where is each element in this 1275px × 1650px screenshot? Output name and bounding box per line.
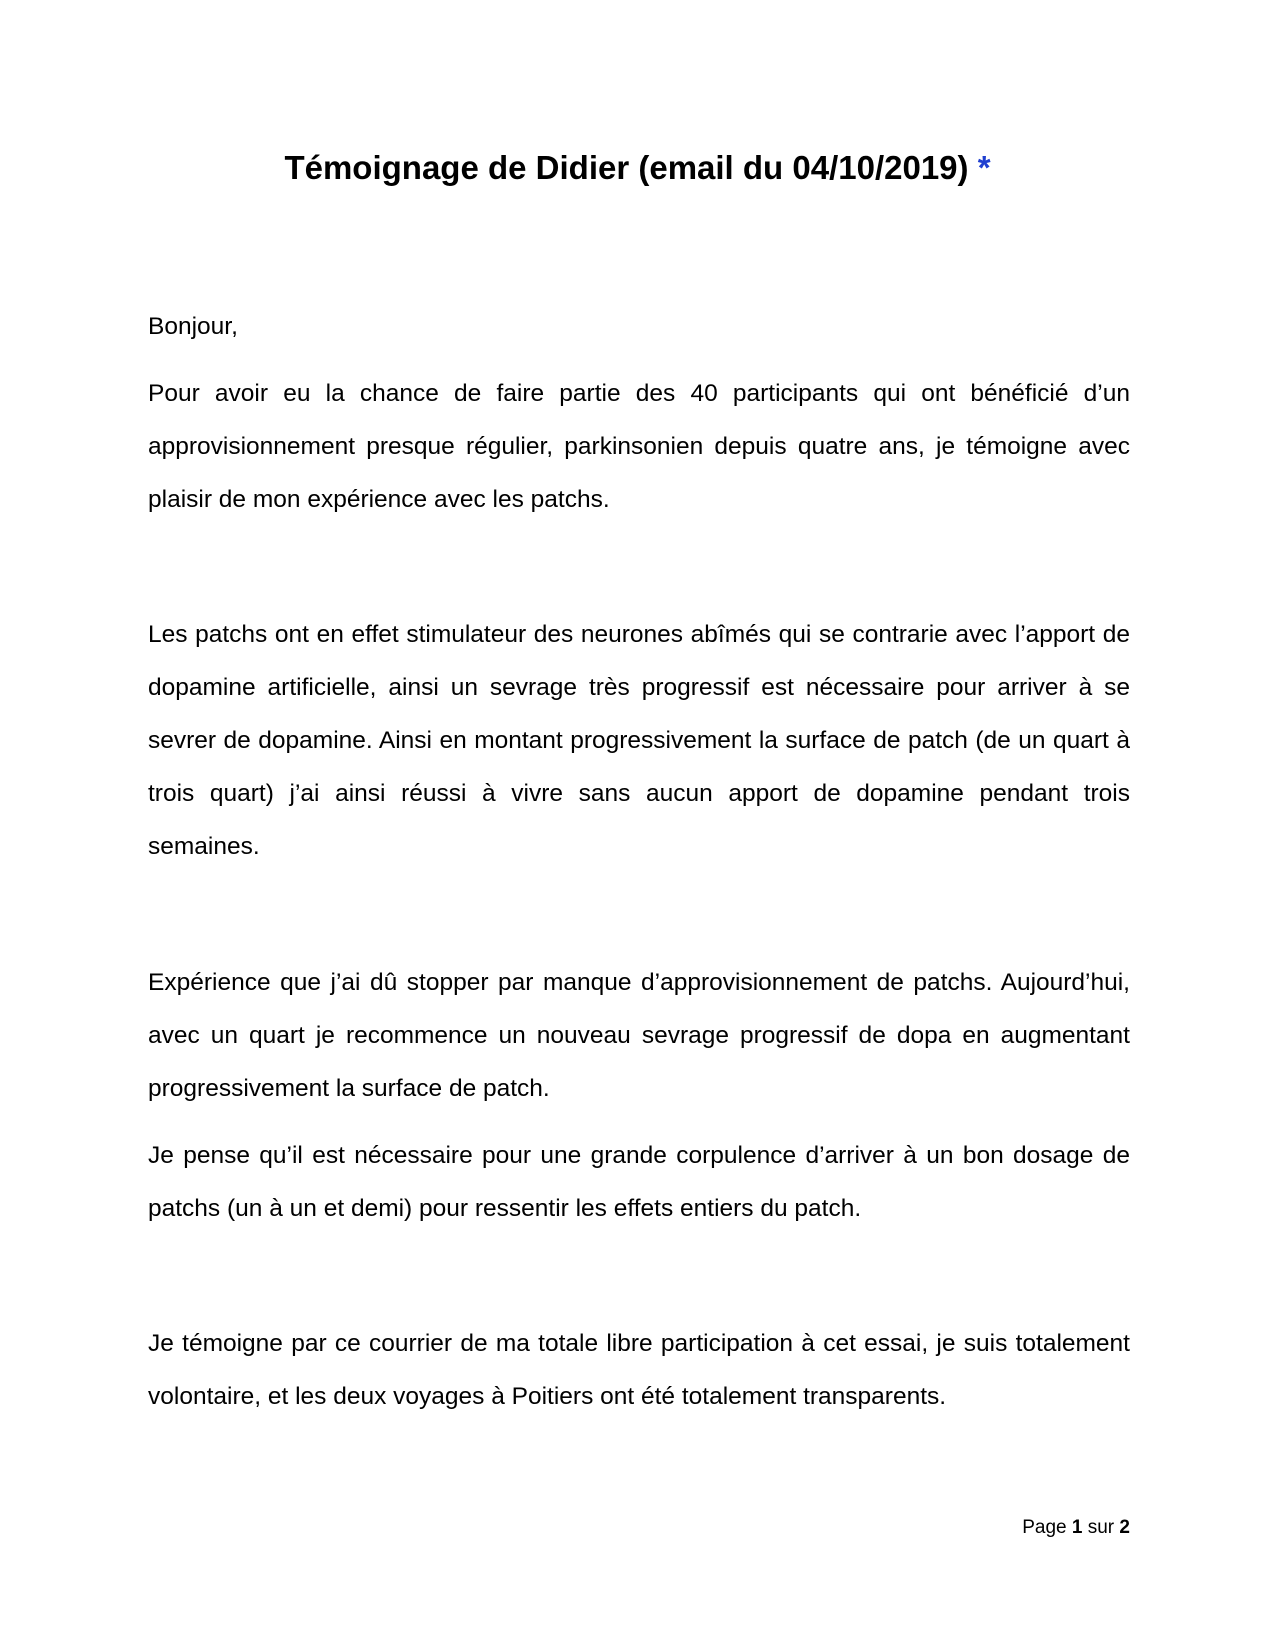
page-current-number: 1 — [1071, 1517, 1083, 1538]
body-paragraph: Expérience que j’ai dû stopper par manque d’approvisionnement de patchs. Aujourd’hui, avec un quart je recommence un nouveau sevrage progressif de dopa en augmentant progressivement la surface de patch. — [148, 969, 1130, 1102]
body-paragraph: Je témoigne par ce courrier de ma totale libre participation à cet essai, je suis totalement volontaire, et les deux voyages à Poitiers ont été totalement transparents. — [148, 1330, 1130, 1410]
document-body — [148, 300, 1130, 1423]
body-paragraph: Je pense qu’il est nécessaire pour une grande corpulence d’arriver à un bon dosage de patchs (un à un et demi) pour ressentir les effets entiers du patch. — [148, 1142, 1130, 1222]
title-text: Témoignage de Didier (email du 04/10/2019) — [284, 149, 969, 186]
page-separator: sur — [1087, 1517, 1115, 1538]
body-paragraph: Les patchs ont en effet stimulateur des neurones abîmés qui se contrarie avec l’apport de dopamine artificielle, ainsi un sevrage très progressif est nécessaire pour arriver à se sevrer de dopamine. Ainsi en montant progressivement la surface de patch (de un quart à trois quart) j’ai ainsi réussi à vivre sans aucun apport de dopamine pendant trois semaines. — [148, 621, 1130, 860]
title-asterisk-marker: * — [977, 149, 991, 186]
page-label: Page — [1022, 1517, 1067, 1538]
document-title — [0, 148, 1275, 188]
page-number-footer — [1022, 1516, 1130, 1540]
page-total-number: 2 — [1119, 1517, 1130, 1538]
body-paragraph: Pour avoir eu la chance de faire partie des 40 participants qui ont bénéficié d’un approvisionnement presque régulier, parkinsonien depuis quatre ans, je témoigne avec plaisir de mon expérience avec les patchs. — [148, 380, 1130, 513]
greeting-paragraph: Bonjour, — [148, 313, 238, 340]
